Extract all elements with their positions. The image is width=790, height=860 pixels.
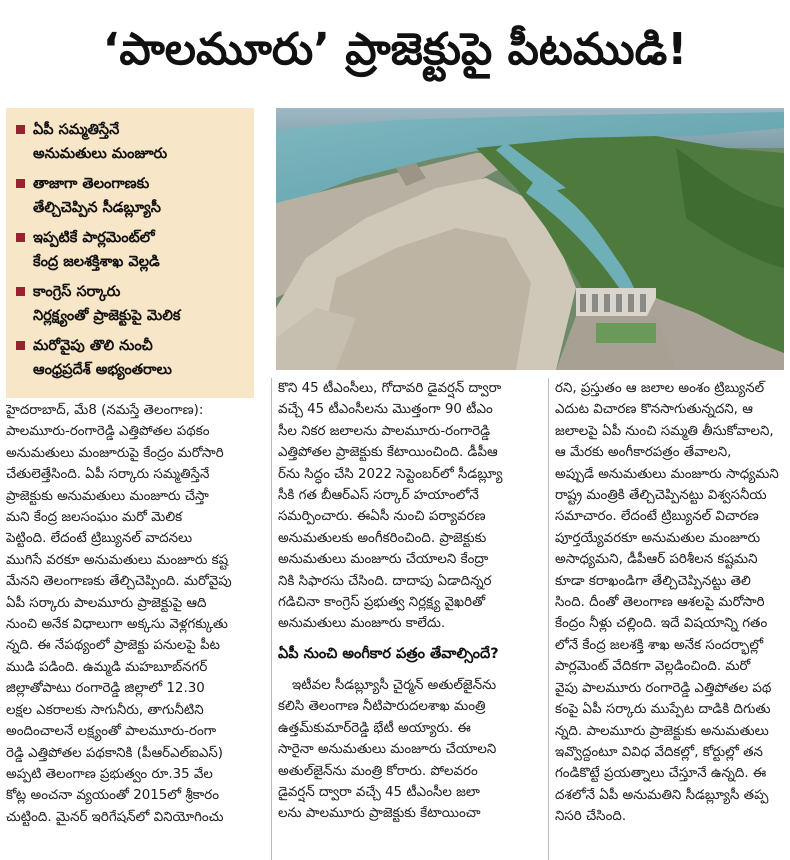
highlight-item (16, 334, 248, 382)
article-line: కేంద్రం నీళ్లు చల్లింది. ఇదే విషయాన్ని గతం (555, 616, 768, 632)
article-line: నికి సిఫారసు చేసింది. దాదాపు ఏడాదిన్నర (278, 573, 492, 589)
article-line: జిల్లాతోపాటు రంగారెడ్డి జిల్లాలో 12.30 (6, 681, 205, 697)
article-line: కలిసి తెలంగాణ నీటిపారుదలశాఖ మంత్రి (278, 699, 486, 715)
headline: ‘పాలమూరు’ ప్రాజెక్టుపై పీటముడి! (102, 24, 688, 75)
highlight-text: కేంద్ర జలశక్తిశాఖ వెల్లడి (33, 254, 160, 270)
article-line: దశలోనే ఏపీ అనుమతిని సీడబ్ల్యూసీ తప్ప (555, 787, 769, 803)
article-line: రెడ్డి ఎత్తిపోతల పథకానికి (పీఆర్‌ఎల్ఐఎస్) (6, 745, 223, 761)
article-column-3 (555, 378, 785, 828)
article-line: సమాచారం. లేదంటే ట్రిబ్యునల్ విచారణ (555, 509, 759, 525)
article-line: పార్లమెంట్ వేదికగా వెల్లడించింది. మరో (555, 659, 751, 675)
article-line: ప్రాజెక్టుకు అనుమతులు మంజూరు చేస్తా (6, 488, 209, 504)
article-line: నిసరి చేసింది. (555, 809, 627, 825)
article-line: హైదరాబాద్, మే8 (నమస్తే తెలంగాణ): (6, 403, 204, 418)
highlight-item (16, 226, 248, 274)
article-line: నుంచి అనేక విధాలుగా అక్కసు వెళ్లగక్కుతు (6, 617, 228, 633)
article-line: అనుమతులు మంజూరుపై కేంద్రం మరోసారి (6, 445, 224, 461)
article-line: సమర్పించారు. ఈఏసీ నుంచి పర్యావరణ (278, 509, 486, 525)
article-line: రాష్ట్ర మంత్రికి తేల్చిచెప్పినట్టు విశ్వసనీయ (555, 488, 767, 504)
article-column-1 (6, 400, 268, 828)
article-line: న్నది. పాలమూరు ప్రాజెక్టుకు అనుమతులు (555, 723, 769, 739)
article-line: చేతులెత్తేసింది. ఏపీ సర్కారు సమ్మతిస్తేనే (6, 467, 210, 483)
highlights-box (6, 108, 254, 398)
article-line: న్నది. ఈ నేపథ్యంలో ప్రాజెక్టు పనులపై పీట (6, 638, 221, 654)
article-line: వచ్చే 45 టీఎంసీలను మొత్తంగా 90 టీఎం (278, 402, 493, 418)
article-line: మేనని తెలంగాణకు తేల్చిచెప్పింది. మరోవైపు (6, 574, 232, 590)
article-line: కూడా కరాఖండిగా తేల్చిచెప్పినట్టు తెలి (555, 573, 751, 589)
article-line: పూర్తయ్యేవరకూ అనుమతుల మంజూరు (555, 530, 761, 546)
article-line: అతుల్‌జైన్‌ను మంత్రి కోరారు. పోలవరం (278, 763, 478, 779)
highlight-text: కాంగ్రెస్ సర్కారు (33, 284, 121, 300)
article-line: రని, ప్రస్తుతం ఆ జలాల అంశం ట్రిబ్యునల్ (555, 381, 765, 396)
highlight-item (16, 280, 248, 328)
article-line: సారైనా అనుమతులు మంజూరు చేయాలని (278, 742, 497, 758)
article-line: పాలమూరు-రంగారెడ్డి ఎత్తిపోతల పథకం (6, 424, 210, 440)
article-line: అప్పటి తెలంగాణ ప్రభుత్వం రూ.35 వేల (6, 766, 213, 782)
column-divider (271, 378, 272, 860)
article-line: అసాధ్యమని, డీపీఆర్ పరిశీలన కష్టమని (555, 552, 758, 568)
article-line: ఆ మేరకు అంగీకారపత్రం తేవాలని, (555, 445, 732, 461)
article-line: అందించాలనే లక్ష్యంతో పాలమూరు-రంగా (6, 724, 217, 740)
article-line: మని కేంద్ర జలసంఘం మరో మెలిక (6, 510, 183, 526)
subheading: ఏపీ నుంచి అంగీకార పత్రం తేవాల్సిందే? (278, 645, 499, 662)
article-line: ముగిసే వరకూ అనుమతులు మంజూరు కష్ట (6, 552, 229, 568)
article-line: ఎత్తిపోతల ప్రాజెక్టుకు కేటాయించింది. డీపీఆ (278, 445, 498, 461)
article-line: అప్పుడే అనుమతులు మంజూరు సాధ్యమని (555, 466, 779, 482)
article-line: గండికొట్టే ప్రయత్నాలు చేస్తూనే ఉన్నది. ఈ (555, 766, 767, 782)
article-line: అనుమతులకు అంగీకరించింది. ప్రాజెక్టుకు (278, 530, 487, 546)
article-line: సింది. దీంతో తెలంగాణ ఆశలపై మరోసారి (555, 595, 765, 611)
article-line: గడిచినా కాంగ్రెస్ ప్రభుత్వ నిర్లక్ష్య వైఖరితో (278, 595, 486, 611)
article-line: డైవర్షన్ ద్వారా వచ్చే 45 టీఎంసీల జలా (278, 784, 480, 800)
article-line: లక్షల ఎకరాలకు సాగునీరు, తాగునీటిని (6, 702, 204, 718)
article-line: లను పాలమూరు ప్రాజెక్టుకు కేటాయించా (278, 806, 481, 822)
highlight-text: ఇప్పటికే పార్లమెంట్‌లో (33, 230, 155, 246)
article-line: ఉత్తమ్‌కుమార్‌రెడ్డి భేటీ అయ్యారు. ఈ (278, 720, 471, 736)
highlight-text: మరోవైపు తొలి నుంచీ (33, 338, 153, 354)
article-line: లోనే కేంద్ర జలశక్తి శాఖ అనేక సందర్భాల్లో (555, 637, 764, 653)
article-line: సీల నికర జలాలను పాలమూరు-రంగారెడ్డి (278, 423, 491, 439)
highlight-text: నిర్లక్ష్యంతో ప్రాజెక్టుపై మెలిక (33, 308, 181, 324)
column-divider (548, 378, 549, 860)
article-line: ఇటీవల సీడబ్ల్యూసీ చైర్మన్ అతుల్‌జైన్‌ను (292, 677, 497, 693)
bullet-icon (16, 125, 25, 134)
photo-graphic (276, 108, 784, 370)
article-line: కంపై ఏపీ సర్కారు ముప్పేట దాడికి దిగుతు (555, 702, 771, 718)
article-line: కోట్ల అంచనా వ్యయంతో 2015లో శ్రీకారం (6, 788, 220, 804)
highlight-item (16, 118, 248, 166)
highlight-item (16, 172, 248, 220)
article-column-2 (278, 378, 542, 825)
article-line: చుట్టింది. మైనర్ ఇరిగేషన్‌లో వినియోగించు (6, 809, 224, 825)
bullet-icon (16, 341, 25, 350)
article-line: ముడి పడింది. ఉమ్మడి మహబూబ్‌నగర్ (6, 659, 208, 675)
article-line: సీకి గత బీఆర్‌ఎస్ సర్కార్ హయాంలోనే (278, 488, 479, 504)
bullet-icon (16, 287, 25, 296)
bullet-icon (16, 179, 25, 188)
highlight-text: అనుమతులు మంజూరు (33, 146, 168, 162)
highlight-text: తాజాగా తెలంగాణకు (33, 176, 150, 192)
highlight-text: ఏపీ సమ్మతిస్తేనే (33, 122, 120, 138)
dam-reservoir-photo (276, 108, 784, 370)
article-line: ఏపీ సర్కారు పాలమూరు ప్రాజెక్టుపై ఆది (6, 595, 207, 611)
article-line: ర్‌ను సిద్ధం చేసి 2022 సెప్టెంబర్‌లో సీడబ్ల్యూ (278, 466, 503, 482)
article-line: జలాలపై ఏపీ నుంచి సమ్మతి తీసుకోవాలని, (555, 423, 774, 439)
article-line: వైపు పాలమూరు రంగారెడ్డి ఎత్తిపోతల పథ (555, 680, 772, 696)
article-line: కొని 45 టీఎంసీలు, గోదావరి డైవర్షన్ ద్వారా (278, 381, 502, 396)
bullet-icon (16, 233, 25, 242)
article-line: ఇవ్వొద్దంటూ వివిధ వేదికల్లో, కోర్టుల్లో తన (555, 744, 763, 760)
highlight-text: తేల్చిచెప్పిన సీడబ్ల్యూసీ (33, 200, 161, 216)
article-line: అనుమతులు మంజూరు కాలేదు. (278, 616, 446, 632)
article-line: ఎదుట విచారణ కొనసాగుతున్నదని, ఆ (555, 402, 753, 418)
article-line: అనుమతులు మంజూరు చేయాలని కేంద్రా (278, 552, 489, 568)
article-line: పెట్టింది. లేదంటే ట్రిబ్యునల్ వాదనలు (6, 531, 193, 547)
highlight-text: ఆంధ్రప్రదేశ్ అభ్యంతరాలు (33, 362, 172, 378)
